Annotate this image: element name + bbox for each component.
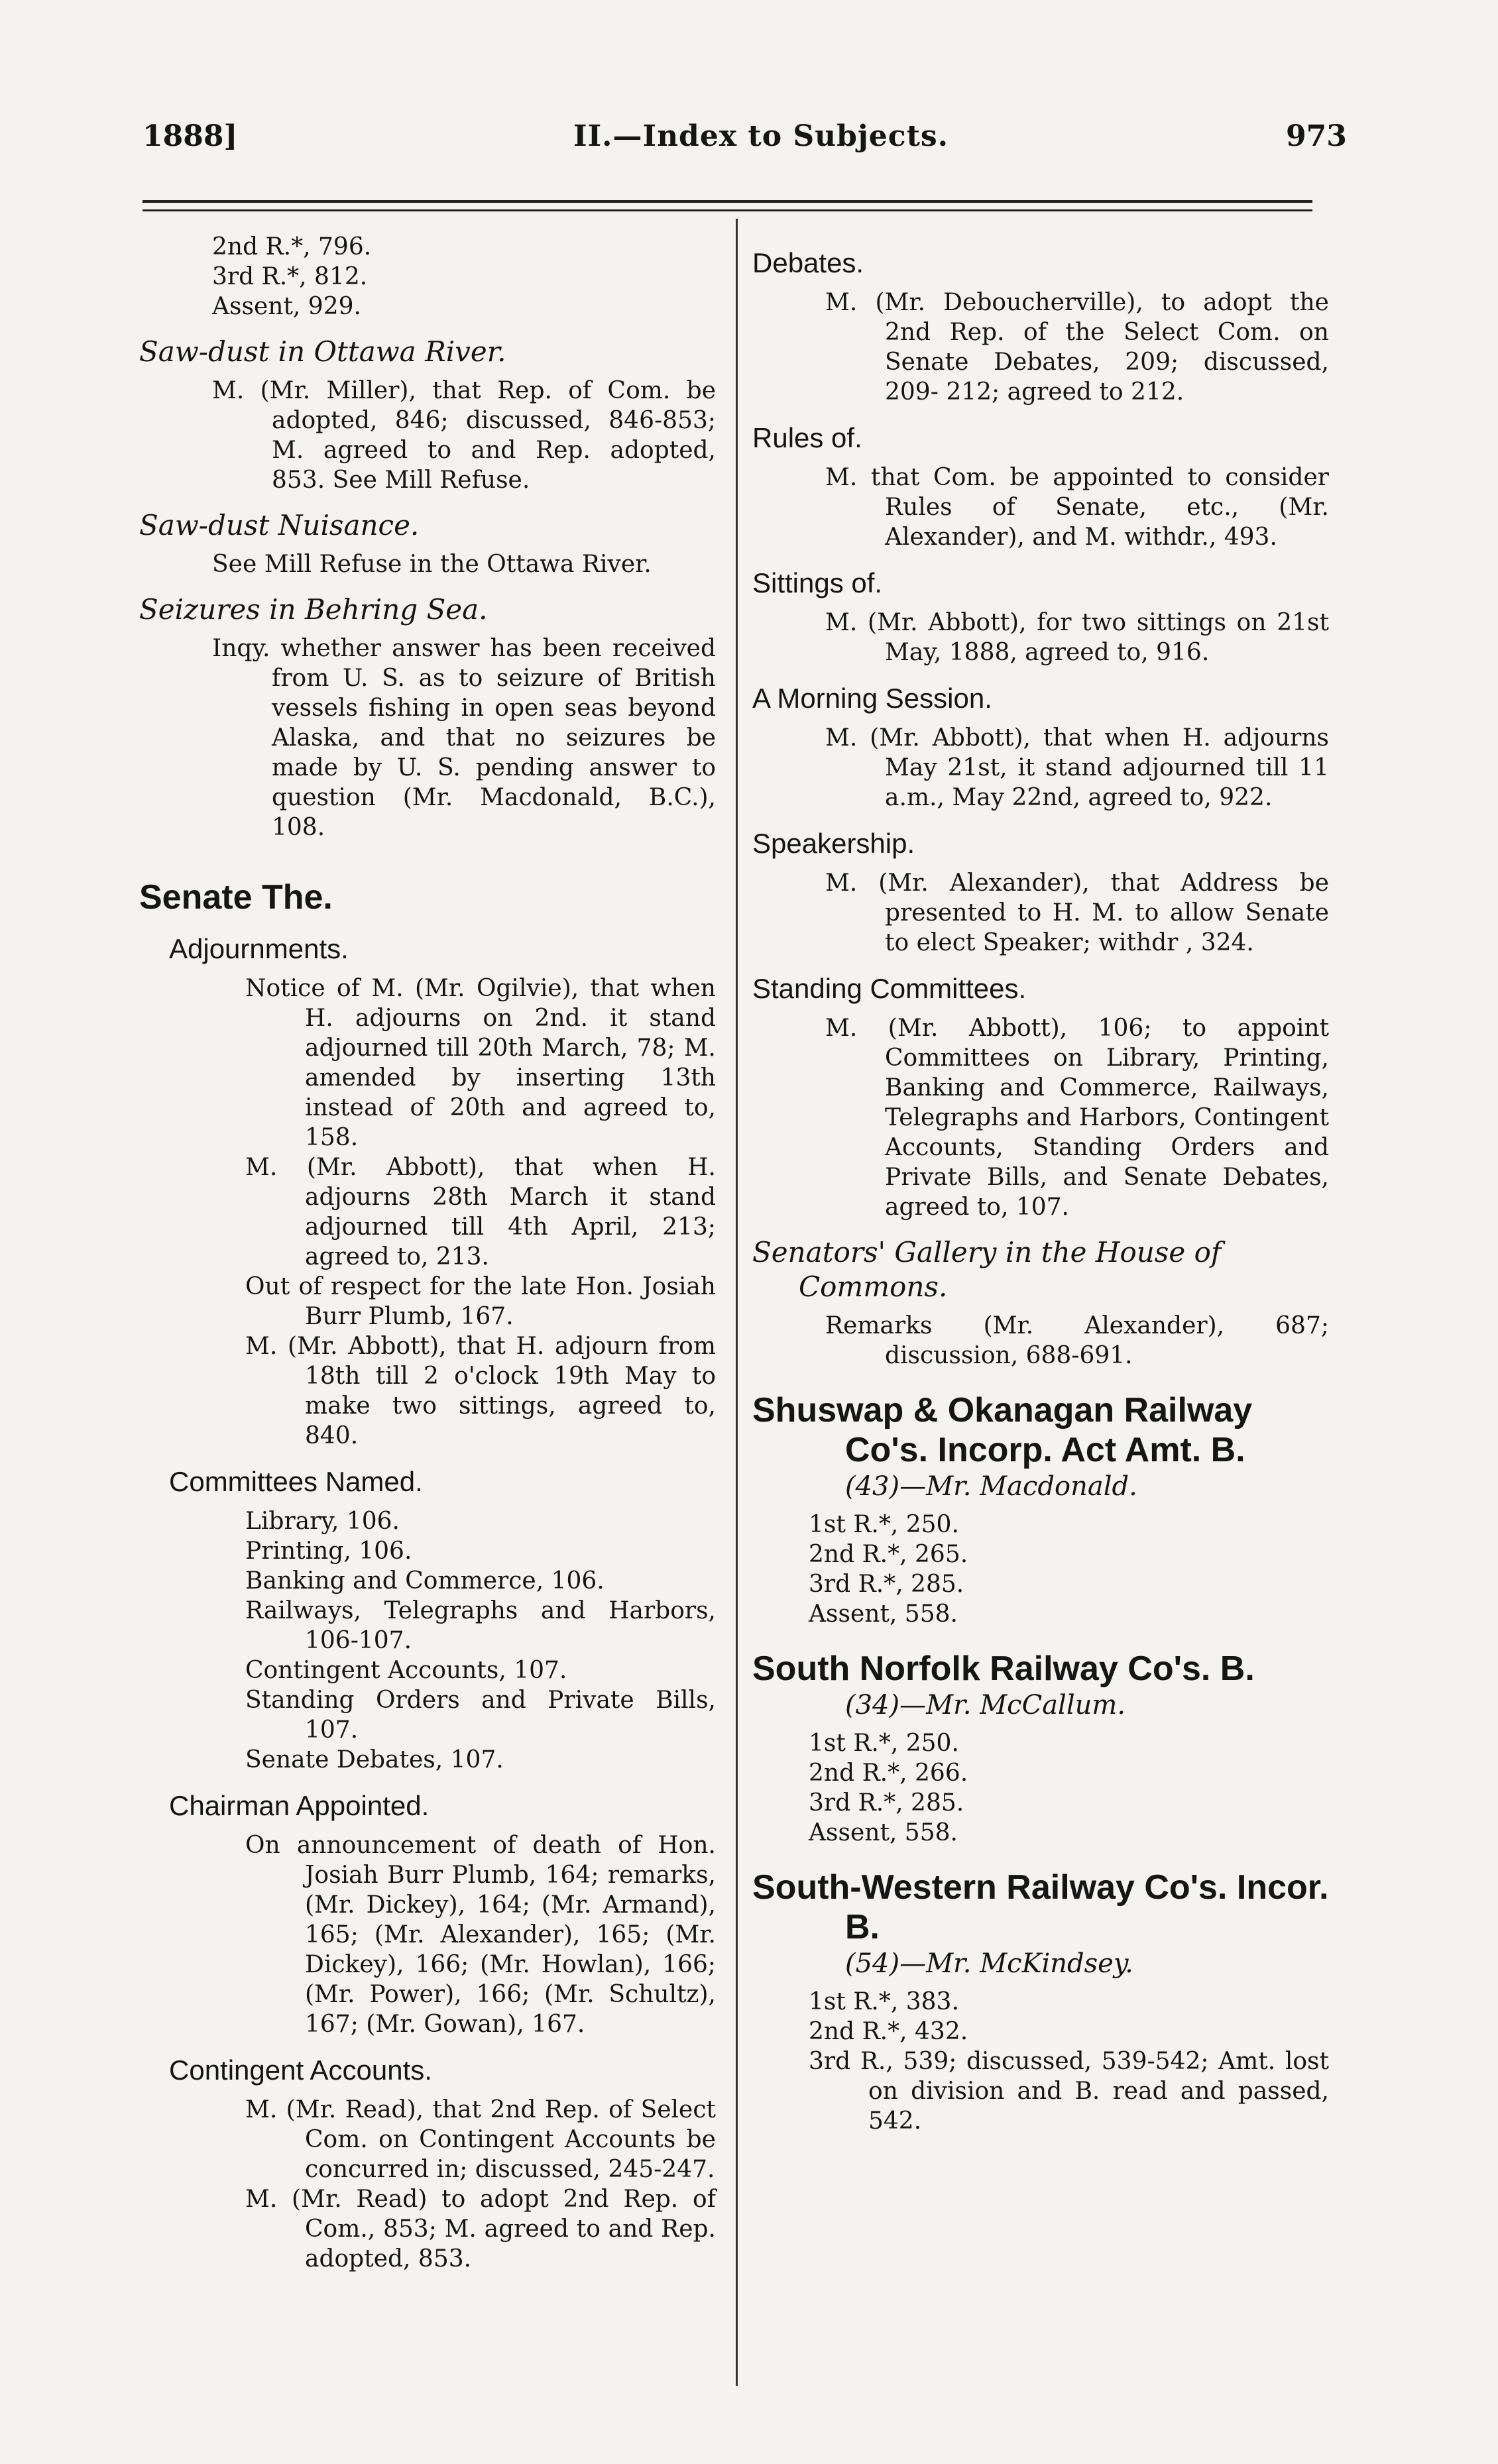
index-entry: M. (Mr. Abbott), that when H. adjourns May 21st, it stand adjourned till 11 a.m., May 22nd, agreed to, 922. xyxy=(825,724,1329,811)
index-entry: See Mill Refuse in the Ottawa River. xyxy=(212,551,652,578)
index-entry: Remarks (Mr. Alexander), 687; discussion, 688-691. xyxy=(825,1312,1329,1369)
reading-stage: Assent, 558. xyxy=(809,1600,958,1628)
reading-stage: 1st R.*, 250. xyxy=(809,1511,959,1538)
sub-heading: Rules of. xyxy=(752,422,862,453)
list-item: Standing Orders and Private Bills, 107. xyxy=(245,1687,716,1744)
list-item: Library, 106. xyxy=(245,1508,400,1535)
sub-heading: Debates. xyxy=(752,247,864,278)
left-column xyxy=(139,232,716,2274)
header-title: II.—Index to Subjects. xyxy=(573,119,949,153)
sub-heading: Chairman Appointed. xyxy=(169,1790,430,1821)
column-divider xyxy=(736,219,738,2386)
list-item: Senate Debates, 107. xyxy=(245,1746,504,1773)
index-entry: On announcement of death of Hon. Josiah Burr Plumb, 164; remarks, (Mr. Dickey), 164; (Mr. Armand), 165; (Mr. Alexander), 165; (Mr. Dickey), 166; (Mr. Howlan), 166; (Mr. Power), 166; (Mr. Schultz), 167; (Mr. Gowan), 167. xyxy=(245,1832,716,2038)
reading-stage: 1st R.*, 250. xyxy=(809,1730,959,1757)
reading-stage: 1st R.*, 383. xyxy=(809,1988,959,2015)
subject-heading: Seizures in Behring Sea. xyxy=(139,593,488,626)
index-entry: M. (Mr. Miller), that Rep. of Com. be adopted, 846; discussed, 846-853; M. agreed to and Rep. adopted, 853. See Mill Refuse. xyxy=(212,377,716,494)
list-item: Railways, Telegraphs and Harbors, 106-107. xyxy=(245,1597,716,1654)
index-entry: M. (Mr. Abbott), for two sittings on 21st May, 1888, agreed to, 916. xyxy=(825,609,1329,666)
subject-heading: Saw-dust in Ottawa River. xyxy=(139,335,506,368)
subject-heading: Senators' Gallery in the House of Commons. xyxy=(752,1236,1222,1303)
header-year: 1888] xyxy=(143,119,238,153)
reading-stage: 2nd R.*, 432. xyxy=(809,2018,968,2045)
bill-heading: Shuswap & Okanagan Railway Co's. Incorp. Act Amt. B. xyxy=(752,1391,1253,1469)
bill-heading: South Norfolk Railway Co's. B. xyxy=(752,1650,1255,1688)
sub-heading: Contingent Accounts. xyxy=(169,2054,432,2086)
index-entry: M. (Mr. Deboucherville), to adopt the 2nd Rep. of the Select Com. on Senate Debates, 209; discussed, 209- 212; agreed to 212. xyxy=(825,289,1329,406)
sub-heading: A Morning Session. xyxy=(752,683,992,714)
index-entry: Out of respect for the late Hon. Josiah Burr Plumb, 167. xyxy=(245,1273,716,1330)
header-rule-bottom xyxy=(143,209,1312,211)
list-item: Contingent Accounts, 107. xyxy=(245,1657,567,1684)
index-entry: M. (Mr. Abbott), that when H. adjourns 28th March it stand adjourned till 4th April, 213; agreed to, 213. xyxy=(245,1154,716,1270)
reading-stage: 3rd R.*, 285. xyxy=(809,1571,964,1598)
reading-stage: 3rd R.*, 812. xyxy=(212,263,368,290)
reading-stage: Assent, 558. xyxy=(809,1819,958,1846)
index-entry: M. that Com. be appointed to consider Rules of Senate, etc., (Mr. Alexander), and M. withdr., 493. xyxy=(825,464,1329,551)
reading-stage: Assent, 929. xyxy=(212,293,361,320)
sub-heading: Standing Committees. xyxy=(752,973,1027,1004)
bill-heading: South-Western Railway Co's. Incor. B. xyxy=(752,1868,1329,1946)
bill-number: (43)—Mr. Macdonald. xyxy=(845,1471,1137,1502)
page-number: 973 xyxy=(1286,119,1347,153)
index-entry: M. (Mr. Alexander), that Address be presented to H. M. to allow Senate to elect Speaker; withdr , 324. xyxy=(825,869,1329,956)
list-item: Printing, 106. xyxy=(245,1538,412,1565)
sub-heading: Committees Named. xyxy=(169,1466,423,1497)
sub-heading: Sittings of. xyxy=(752,567,883,598)
reading-stage: 2nd R.*, 266. xyxy=(809,1760,968,1787)
sub-heading: Adjournments. xyxy=(169,933,349,964)
index-entry: M. (Mr. Read), that 2nd Rep. of Select Com. on Contingent Accounts be concurred in; discussed, 245-247. xyxy=(245,2096,716,2183)
sub-heading: Speakership. xyxy=(752,828,915,859)
list-item: Banking and Commerce, 106. xyxy=(245,1567,605,1595)
reading-stage: 2nd R.*, 796. xyxy=(212,233,372,260)
main-heading: Senate The. xyxy=(139,878,333,917)
reading-stage: 3rd R.*, 285. xyxy=(809,1789,964,1817)
bill-number: (54)—Mr. McKindsey. xyxy=(845,1948,1133,1979)
header-rule-top xyxy=(143,200,1312,203)
index-entry: Inqy. whether answer has been received from U. S. as to seizure of British vessels fishing in open seas beyond Alaska, and that no seizures be made by U. S. pending answer to question (Mr. Macdonald, B.C.), 108. xyxy=(212,635,716,841)
index-entry: M. (Mr. Abbott), that H. adjourn from 18th till 2 o'clock 19th May to make two sittings, agreed to, 840. xyxy=(245,1333,716,1449)
right-column xyxy=(752,232,1329,2136)
subject-heading: Saw-dust Nuisance. xyxy=(139,509,420,541)
bill-number: (34)—Mr. McCallum. xyxy=(845,1690,1126,1720)
reading-stage: 3rd R., 539; discussed, 539-542; Amt. lost on division and B. read and passed, 542. xyxy=(809,2048,1329,2135)
reading-stage: 2nd R.*, 265. xyxy=(809,1541,968,1568)
index-entry: M. (Mr. Read) to adopt 2nd Rep. of Com., 853; M. agreed to and Rep. adopted, 853. xyxy=(245,2186,716,2272)
index-entry: M. (Mr. Abbott), 106; to appoint Committees on Library, Printing, Banking and Commerce, Railways, Telegraphs and Harbors, Contingent Accounts, Standing Orders and Private Bills, and Senate Debates, agreed to, 107. xyxy=(825,1015,1329,1221)
index-entry: Notice of M. (Mr. Ogilvie), that when H. adjourns on 2nd. it stand adjourned till 20th March, 78; M. amended by inserting 13th instead of 20th and agreed to, 158. xyxy=(245,975,716,1151)
